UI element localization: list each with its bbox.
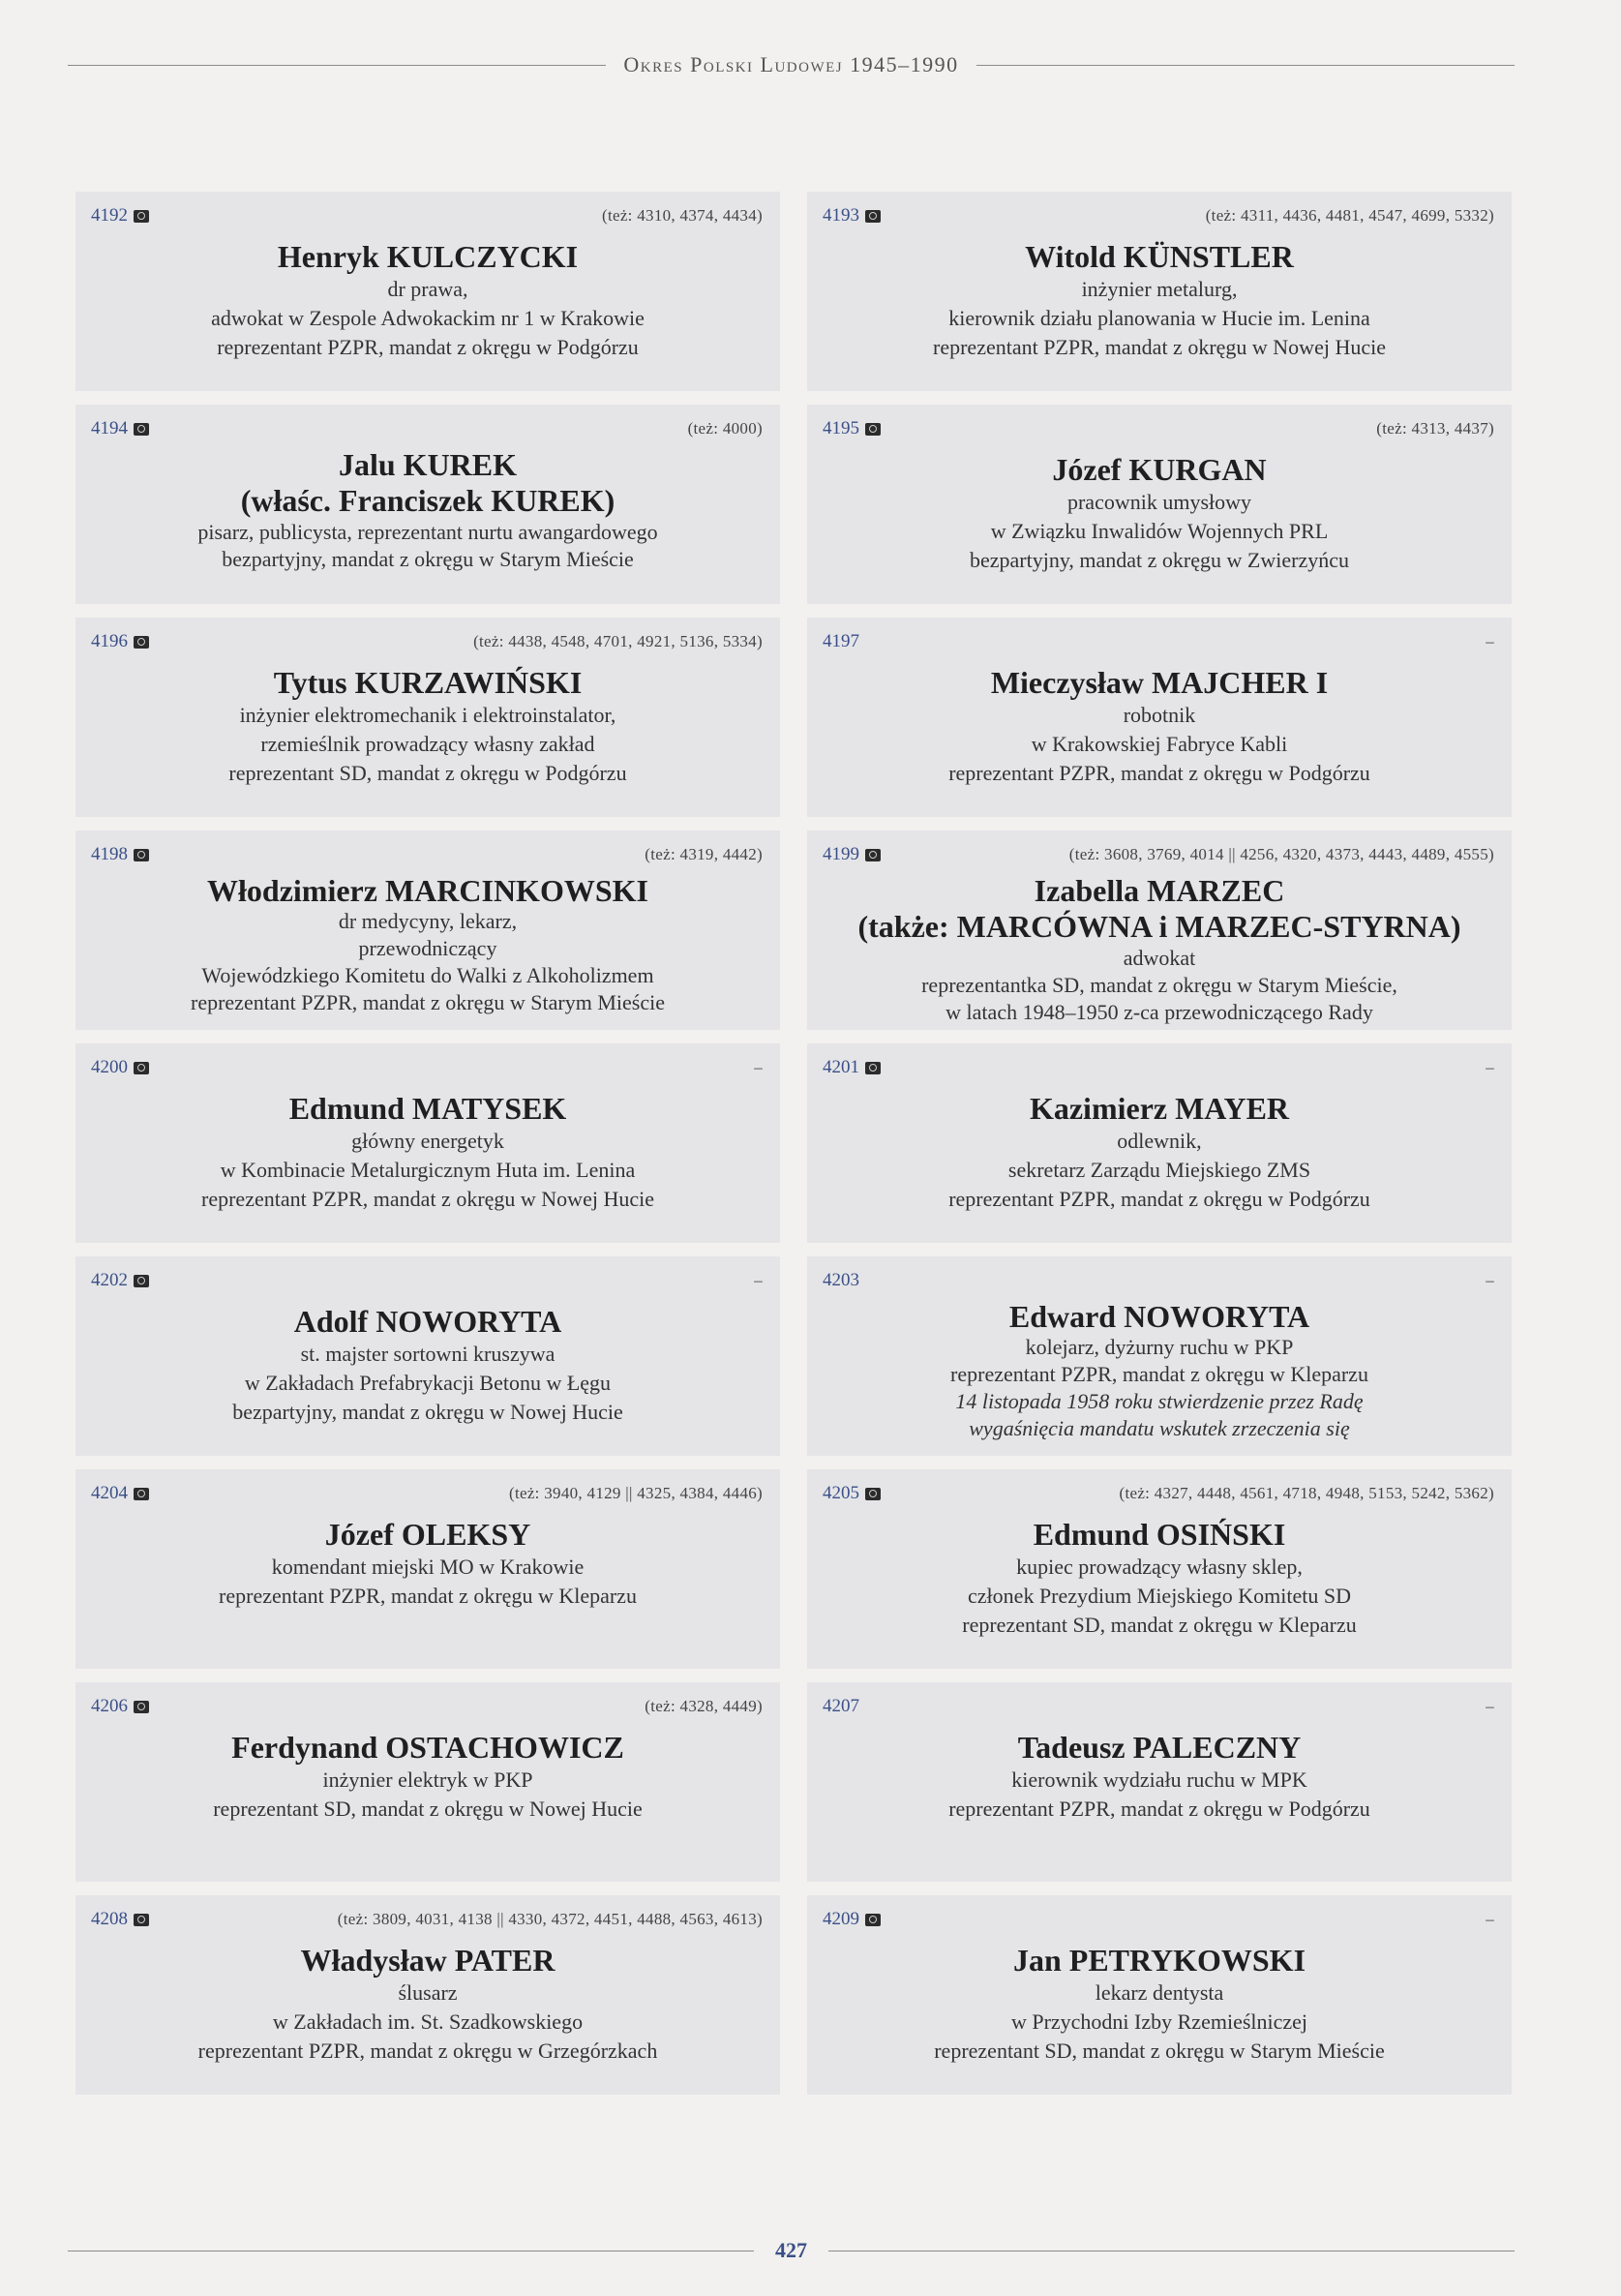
entry-number bbox=[91, 418, 149, 439]
entry-line: reprezentant PZPR, mandat z okręgu w Podgórzu bbox=[948, 1187, 1370, 1211]
entry-body bbox=[93, 1090, 763, 1214]
cross-references: (też: 4310, 4374, 4434) bbox=[601, 206, 763, 225]
cross-references: (też: 4311, 4436, 4481, 4547, 4699, 5332) bbox=[1205, 206, 1494, 225]
entry-card bbox=[807, 1043, 1512, 1243]
entry-card bbox=[75, 1469, 780, 1669]
entry-body bbox=[825, 1299, 1494, 1442]
entry-number bbox=[823, 1483, 881, 1504]
entry-line: reprezentant SD, mandat z okręgu w Podgórzu bbox=[228, 761, 627, 785]
entry-number bbox=[823, 844, 881, 865]
entry-line: pracownik umysłowy bbox=[1066, 490, 1252, 514]
entry-card bbox=[75, 1895, 780, 2095]
entry-line: w Krakowskiej Fabryce Kabli bbox=[1031, 732, 1288, 756]
entry-line: członek Prezydium Miejskiego Komitetu SD bbox=[968, 1584, 1351, 1608]
entry-line: w latach 1948–1950 z-ca przewodniczącego Rady bbox=[946, 1000, 1373, 1024]
person-name: Witold KÜNSTLER bbox=[1025, 239, 1294, 274]
entry-body bbox=[93, 873, 763, 1016]
entry-body bbox=[825, 1090, 1494, 1214]
entry-line: reprezentant PZPR, mandat z okręgu w Grzegórzkach bbox=[197, 2039, 658, 2063]
entry-line: kolejarz, dyżurny ruchu w PKP bbox=[1025, 1335, 1294, 1359]
entry-line: Wojewódzkiego Komitetu do Walki z Alkoholizmem bbox=[201, 963, 654, 987]
photo-icon bbox=[134, 1701, 149, 1713]
entry-line: kierownik działu planowania w Hucie im. Lenina bbox=[948, 306, 1370, 330]
photo-icon bbox=[134, 1914, 149, 1926]
cross-references: (też: 4319, 4442) bbox=[645, 845, 763, 863]
entry-number bbox=[823, 1270, 859, 1291]
entry-line: robotnik bbox=[1123, 703, 1196, 727]
person-name: Jalu KUREK bbox=[338, 447, 518, 482]
entry-line: inżynier elektryk w PKP bbox=[322, 1767, 533, 1792]
person-name: Józef KURGAN bbox=[1052, 452, 1267, 487]
entry-line: reprezentant PZPR, mandat z okręgu w Kleparzu bbox=[219, 1584, 637, 1608]
entry-number bbox=[91, 631, 149, 652]
entry-line: 14 listopada 1958 roku stwierdzenie przez Radę bbox=[955, 1389, 1364, 1413]
entry-line: w Zakładach im. St. Szadkowskiego bbox=[272, 2009, 584, 2034]
entry-number-text: 4208 bbox=[91, 1909, 128, 1929]
entry-body bbox=[825, 873, 1494, 1026]
entry-line: reprezentant PZPR, mandat z okręgu w Nowej Hucie bbox=[933, 335, 1386, 359]
entry-card bbox=[75, 618, 780, 817]
entry-number-text: 4209 bbox=[823, 1909, 859, 1929]
entry-body bbox=[825, 1942, 1494, 2066]
photo-icon bbox=[134, 1275, 149, 1287]
person-name: Tytus KURZAWIŃSKI bbox=[273, 665, 583, 700]
entry-number-text: 4200 bbox=[91, 1057, 128, 1077]
entry-line: st. majster sortowni kruszywa bbox=[300, 1342, 555, 1366]
entry-number bbox=[823, 631, 859, 652]
entry-card bbox=[807, 1469, 1512, 1669]
entry-card bbox=[807, 405, 1512, 604]
person-name: Kazimierz MAYER bbox=[1029, 1091, 1290, 1126]
person-name: Ferdynand OSTACHOWICZ bbox=[231, 1730, 624, 1765]
entry-number bbox=[823, 1909, 881, 1930]
page-header bbox=[68, 50, 1515, 79]
photo-icon bbox=[865, 1062, 881, 1074]
entry-line: przewodniczący bbox=[358, 936, 497, 960]
entry-number bbox=[823, 1057, 881, 1078]
cross-references: – bbox=[754, 1058, 763, 1076]
photo-icon bbox=[865, 1914, 881, 1926]
cross-references: – bbox=[1486, 1271, 1494, 1289]
person-name-alt: (właśc. Franciszek KUREK) bbox=[240, 483, 615, 518]
cross-references: (też: 4438, 4548, 4701, 4921, 5136, 5334) bbox=[473, 632, 763, 650]
entry-line: kierownik wydziału ruchu w MPK bbox=[1011, 1767, 1307, 1792]
person-name: Adolf NOWORYTA bbox=[293, 1304, 562, 1339]
entry-line: adwokat w Zespole Adwokackim nr 1 w Krakowie bbox=[211, 306, 645, 330]
entry-line: inżynier elektromechanik i elektroinstalator, bbox=[239, 703, 616, 727]
entry-number-text: 4195 bbox=[823, 418, 859, 438]
entry-line: bezpartyjny, mandat z okręgu w Zwierzyńcu bbox=[970, 548, 1349, 572]
entry-line: w Przychodni Izby Rzemieślniczej bbox=[1010, 2009, 1308, 2034]
entry-body bbox=[93, 447, 763, 573]
entry-number bbox=[823, 205, 881, 227]
photo-icon bbox=[865, 1488, 881, 1500]
photo-icon bbox=[134, 1488, 149, 1500]
entry-line: reprezentant SD, mandat z okręgu w Nowej Hucie bbox=[213, 1797, 643, 1821]
page-footer bbox=[68, 2236, 1515, 2265]
person-name: Władysław PATER bbox=[300, 1943, 555, 1978]
entry-number bbox=[91, 844, 149, 865]
photo-icon bbox=[865, 849, 881, 861]
entry-line: rzemieślnik prowadzący własny zakład bbox=[260, 732, 595, 756]
photo-icon bbox=[134, 1062, 149, 1074]
entry-number bbox=[91, 205, 149, 227]
cross-references: (też: 4328, 4449) bbox=[645, 1697, 763, 1715]
person-name: Włodzimierz MARCINKOWSKI bbox=[207, 873, 648, 908]
photo-icon bbox=[134, 423, 149, 436]
entry-line: inżynier metalurg, bbox=[1081, 277, 1238, 301]
entry-body bbox=[825, 1516, 1494, 1640]
entry-line: reprezentant PZPR, mandat z okręgu w Nowej Hucie bbox=[201, 1187, 654, 1211]
entry-line: lekarz dentysta bbox=[1095, 1980, 1224, 2005]
entry-number-text: 4204 bbox=[91, 1483, 128, 1503]
photo-icon bbox=[865, 423, 881, 436]
entry-body bbox=[93, 1516, 763, 1611]
entry-number-text: 4206 bbox=[91, 1696, 128, 1716]
entry-number-text: 4193 bbox=[823, 205, 859, 226]
entry-body bbox=[93, 238, 763, 362]
entry-number-text: 4194 bbox=[91, 418, 128, 438]
header-rule-right bbox=[976, 65, 1515, 66]
entry-line: reprezentantka SD, mandat z okręgu w Starym Mieście, bbox=[921, 973, 1397, 997]
entry-body bbox=[825, 1729, 1494, 1824]
entry-line: dr prawa, bbox=[387, 277, 468, 301]
running-title: Okres Polski Ludowej 1945–1990 bbox=[623, 52, 959, 76]
person-name: Mieczysław MAJCHER I bbox=[990, 665, 1329, 700]
entry-card bbox=[807, 1256, 1512, 1456]
entry-card bbox=[75, 405, 780, 604]
entry-body bbox=[825, 238, 1494, 362]
entry-line: adwokat bbox=[1123, 946, 1196, 970]
entry-number bbox=[91, 1909, 149, 1930]
entry-line: w Związku Inwalidów Wojennych PRL bbox=[990, 519, 1329, 543]
entry-line: sekretarz Zarządu Miejskiego ZMS bbox=[1007, 1158, 1311, 1182]
entry-body bbox=[93, 1729, 763, 1824]
entry-number-text: 4201 bbox=[823, 1057, 859, 1077]
entry-card bbox=[807, 618, 1512, 817]
cross-references: – bbox=[1486, 632, 1494, 650]
entries-grid bbox=[75, 192, 1512, 2095]
cross-references: – bbox=[1486, 1058, 1494, 1076]
entry-card bbox=[807, 1682, 1512, 1882]
entry-line: pisarz, publicysta, reprezentant nurtu awangardowego bbox=[197, 520, 658, 544]
entry-number-text: 4202 bbox=[91, 1270, 128, 1290]
entry-number-text: 4203 bbox=[823, 1270, 859, 1290]
entry-number bbox=[91, 1270, 149, 1291]
cross-references: (też: 3608, 3769, 4014 || 4256, 4320, 4373, 4443, 4489, 4555) bbox=[1068, 845, 1494, 863]
entry-number-text: 4199 bbox=[823, 844, 859, 864]
entry-number-text: 4192 bbox=[91, 205, 128, 226]
person-name-alt: (także: MARCÓWNA i MARZEC-STYRNA) bbox=[857, 909, 1461, 944]
entry-line: reprezentant PZPR, mandat z okręgu w Podgórzu bbox=[217, 335, 639, 359]
entry-number bbox=[823, 1696, 859, 1717]
cross-references: (też: 3940, 4129 || 4325, 4384, 4446) bbox=[508, 1484, 763, 1502]
cross-references: – bbox=[1486, 1910, 1494, 1928]
entry-body bbox=[93, 664, 763, 788]
entry-body bbox=[93, 1303, 763, 1427]
entry-card bbox=[75, 1043, 780, 1243]
photo-icon bbox=[134, 210, 149, 223]
entry-card bbox=[75, 831, 780, 1030]
entry-number bbox=[91, 1696, 149, 1717]
cross-references: (też: 4313, 4437) bbox=[1376, 419, 1494, 438]
entry-number bbox=[91, 1057, 149, 1078]
entry-body bbox=[825, 664, 1494, 788]
entry-card bbox=[807, 831, 1512, 1030]
entry-line: bezpartyjny, mandat z okręgu w Starym Mieście bbox=[222, 547, 634, 571]
person-name: Jan PETRYKOWSKI bbox=[1012, 1943, 1306, 1978]
photo-icon bbox=[865, 210, 881, 223]
entry-line: reprezentant PZPR, mandat z okręgu w Podgórzu bbox=[948, 1797, 1370, 1821]
entry-line: reprezentant PZPR, mandat z okręgu w Kleparzu bbox=[950, 1362, 1368, 1386]
photo-icon bbox=[134, 636, 149, 649]
entry-line: reprezentant SD, mandat z okręgu w Kleparzu bbox=[962, 1613, 1357, 1637]
entry-card bbox=[75, 1682, 780, 1882]
entry-card bbox=[807, 1895, 1512, 2095]
entry-line: ślusarz bbox=[398, 1980, 458, 2005]
person-name: Henryk KULCZYCKI bbox=[277, 239, 579, 274]
person-name: Józef OLEKSY bbox=[324, 1517, 531, 1552]
entry-number-text: 4197 bbox=[823, 631, 859, 651]
entry-number bbox=[823, 418, 881, 439]
cross-references: (też: 4327, 4448, 4561, 4718, 4948, 5153, 5242, 5362) bbox=[1119, 1484, 1494, 1502]
entry-number bbox=[91, 1483, 149, 1504]
person-name: Edward NOWORYTA bbox=[1008, 1299, 1310, 1334]
entry-card bbox=[75, 1256, 780, 1456]
entry-line: w Zakładach Prefabrykacji Betonu w Łęgu bbox=[244, 1371, 612, 1395]
header-rule-left bbox=[68, 65, 606, 66]
entry-body bbox=[825, 451, 1494, 575]
entry-line: reprezentant SD, mandat z okręgu w Starym Mieście bbox=[934, 2039, 1385, 2063]
entry-line: kupiec prowadzący własny sklep, bbox=[1016, 1555, 1303, 1579]
cross-references: – bbox=[754, 1271, 763, 1289]
cross-references: – bbox=[1486, 1697, 1494, 1715]
entry-line: wygaśnięcia mandatu wskutek zrzeczenia się bbox=[969, 1416, 1350, 1440]
person-name: Edmund MATYSEK bbox=[288, 1091, 567, 1126]
entry-body bbox=[93, 1942, 763, 2066]
entry-line: główny energetyk bbox=[351, 1129, 504, 1153]
person-name: Izabella MARZEC bbox=[1034, 873, 1285, 908]
cross-references: (też: 3809, 4031, 4138 || 4330, 4372, 4451, 4488, 4563, 4613) bbox=[337, 1910, 763, 1928]
photo-icon bbox=[134, 849, 149, 861]
page-number: 427 bbox=[775, 2238, 807, 2262]
entry-number-text: 4198 bbox=[91, 844, 128, 864]
entry-number-text: 4205 bbox=[823, 1483, 859, 1503]
entry-card bbox=[807, 192, 1512, 391]
entry-line: bezpartyjny, mandat z okręgu w Nowej Hucie bbox=[232, 1400, 623, 1424]
entry-line: reprezentant PZPR, mandat z okręgu w Podgórzu bbox=[948, 761, 1370, 785]
entry-line: komendant miejski MO w Krakowie bbox=[271, 1555, 585, 1579]
entry-line: dr medycyny, lekarz, bbox=[338, 909, 518, 933]
person-name: Tadeusz PALECZNY bbox=[1017, 1730, 1302, 1765]
cross-references: (też: 4000) bbox=[687, 419, 763, 438]
entry-line: odlewnik, bbox=[1117, 1129, 1202, 1153]
entry-card bbox=[75, 192, 780, 391]
entry-number-text: 4207 bbox=[823, 1696, 859, 1716]
entry-number-text: 4196 bbox=[91, 631, 128, 651]
person-name: Edmund OSIŃSKI bbox=[1033, 1517, 1286, 1552]
entry-line: w Kombinacie Metalurgicznym Huta im. Lenina bbox=[220, 1158, 636, 1182]
entry-line: reprezentant PZPR, mandat z okręgu w Starym Mieście bbox=[191, 990, 665, 1014]
